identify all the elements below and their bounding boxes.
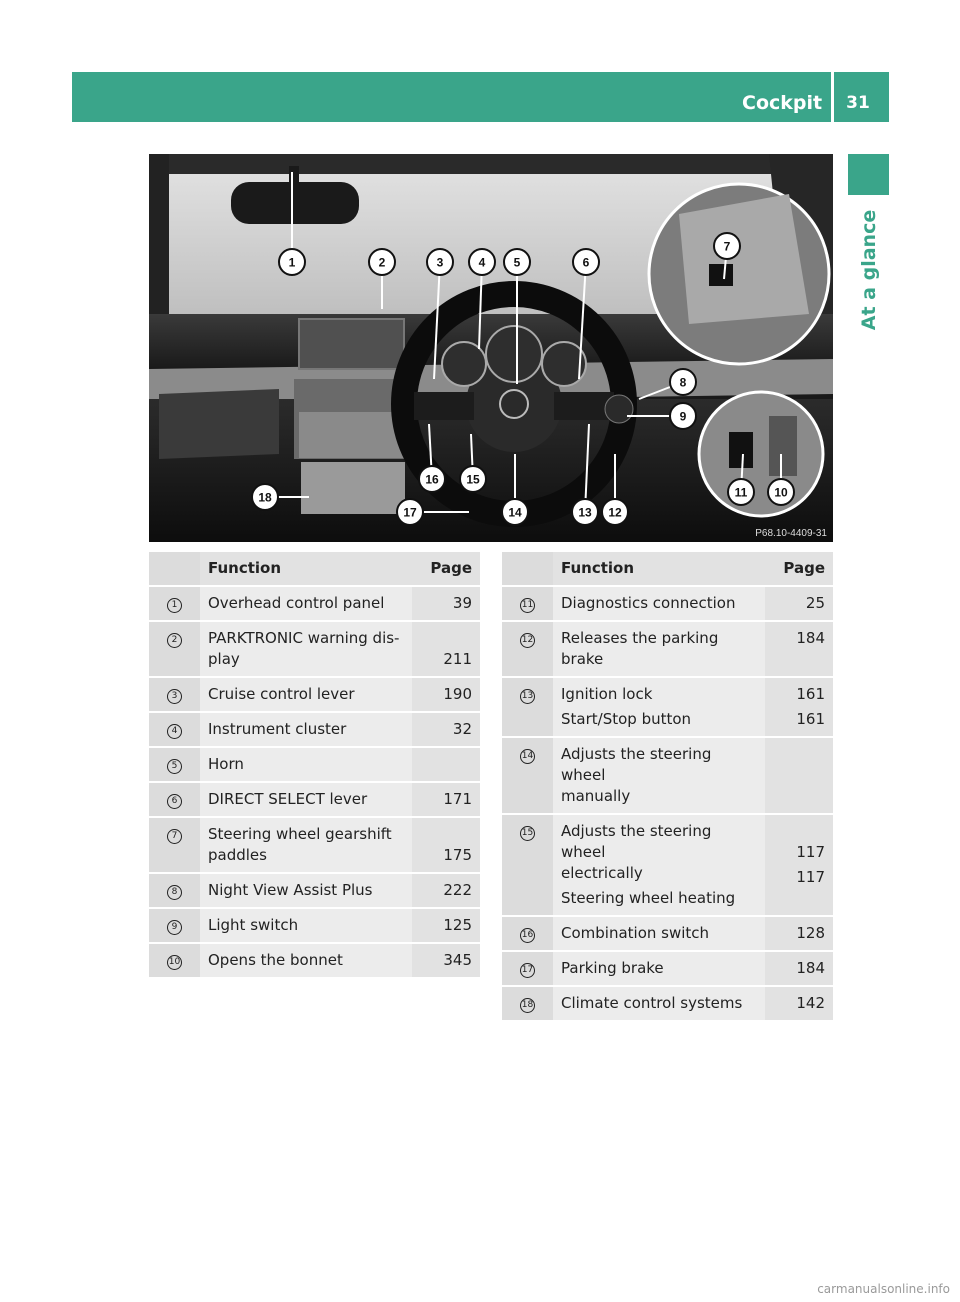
mirror-mount bbox=[289, 166, 299, 184]
item-number-badge: 17 bbox=[520, 963, 535, 978]
callout-number: 1 bbox=[288, 255, 296, 270]
item-number bbox=[149, 748, 200, 783]
item-number bbox=[149, 678, 200, 713]
callout-number: 12 bbox=[608, 505, 622, 520]
section-tab bbox=[851, 202, 887, 337]
item-number-badge: 1 bbox=[167, 598, 182, 613]
function-text: Diagnostics connection bbox=[561, 594, 736, 612]
function-text: Horn bbox=[208, 755, 244, 773]
page-cell bbox=[412, 587, 480, 622]
function-text: Combination switch bbox=[561, 924, 710, 942]
function-text: Instrument cluster bbox=[208, 720, 347, 738]
page-reference: 175 bbox=[443, 846, 472, 864]
page-reference: 345 bbox=[443, 951, 472, 969]
page-cell bbox=[412, 713, 480, 748]
bonnet-lever bbox=[769, 416, 797, 476]
function-cell bbox=[200, 587, 412, 622]
callout-number: 11 bbox=[734, 485, 748, 500]
page-reference: 184 bbox=[796, 629, 825, 647]
function-text: Cruise control lever bbox=[208, 685, 355, 703]
function-cell bbox=[200, 874, 412, 909]
page-cell bbox=[765, 678, 833, 738]
table-row bbox=[502, 917, 833, 952]
page-number: 31 bbox=[846, 93, 870, 113]
page-reference: 39 bbox=[452, 594, 472, 612]
page-cell bbox=[412, 622, 480, 678]
table-row bbox=[149, 678, 480, 713]
function-cell bbox=[200, 748, 412, 783]
page-reference: 211 bbox=[443, 650, 472, 668]
table-row bbox=[149, 622, 480, 678]
item-number bbox=[149, 874, 200, 909]
page-cell bbox=[765, 952, 833, 987]
roof-liner bbox=[149, 154, 833, 174]
page-cell bbox=[412, 909, 480, 944]
table-row bbox=[149, 783, 480, 818]
page-reference: 161 bbox=[796, 710, 825, 728]
function-text: play bbox=[208, 650, 240, 668]
page-reference bbox=[773, 744, 825, 765]
item-number-badge: 4 bbox=[167, 724, 182, 739]
col-page-header: Page bbox=[412, 552, 480, 587]
item-number bbox=[502, 952, 553, 987]
page-reference bbox=[420, 754, 472, 775]
wheel-spoke-left bbox=[414, 392, 474, 420]
item-number bbox=[502, 987, 553, 1022]
item-number bbox=[502, 815, 553, 917]
function-text: PARKTRONIC warning dis- bbox=[208, 629, 400, 647]
callout-number: 18 bbox=[258, 490, 272, 505]
item-number-badge: 8 bbox=[167, 885, 182, 900]
col-page-header: Page bbox=[765, 552, 833, 587]
page-reference bbox=[773, 765, 825, 786]
table-row bbox=[149, 713, 480, 748]
item-number bbox=[502, 587, 553, 622]
function-text: Light switch bbox=[208, 916, 299, 934]
function-text: Adjusts the steering wheel bbox=[561, 745, 712, 784]
table-row bbox=[149, 587, 480, 622]
function-text: Overhead control panel bbox=[208, 594, 385, 612]
callout-number: 4 bbox=[478, 255, 486, 270]
function-text: Steering wheel heating bbox=[561, 889, 736, 907]
page-reference: 25 bbox=[805, 594, 825, 612]
page-title: Cockpit bbox=[742, 92, 823, 114]
item-number-badge: 9 bbox=[167, 920, 182, 935]
function-cell bbox=[553, 622, 765, 678]
item-number bbox=[149, 713, 200, 748]
comand-display bbox=[299, 319, 404, 369]
page-cell bbox=[765, 987, 833, 1022]
function-table-right bbox=[502, 552, 833, 1022]
table-row bbox=[502, 738, 833, 815]
function-cell bbox=[553, 917, 765, 952]
function-text: Releases the parking brake bbox=[561, 629, 719, 668]
function-cell bbox=[553, 738, 765, 815]
item-number bbox=[149, 587, 200, 622]
table-row bbox=[502, 952, 833, 987]
item-number-badge: 13 bbox=[520, 689, 535, 704]
function-text: Climate control systems bbox=[561, 994, 743, 1012]
page-cell bbox=[765, 587, 833, 622]
item-number-badge: 15 bbox=[520, 826, 535, 841]
function-text: Opens the bonnet bbox=[208, 951, 343, 969]
table-row bbox=[502, 815, 833, 917]
function-cell bbox=[553, 815, 765, 917]
function-table-left bbox=[149, 552, 480, 979]
page-reference: 171 bbox=[443, 790, 472, 808]
item-number bbox=[149, 909, 200, 944]
section-tab-label: At a glance bbox=[858, 209, 881, 330]
function-cell bbox=[553, 678, 765, 738]
table-row bbox=[502, 678, 833, 738]
page-cell bbox=[412, 944, 480, 979]
callout-number: 14 bbox=[508, 505, 522, 520]
audio-unit bbox=[299, 412, 407, 458]
callout-number: 8 bbox=[679, 375, 687, 390]
function-cell bbox=[200, 678, 412, 713]
item-number-badge: 11 bbox=[520, 598, 535, 613]
page-cell bbox=[765, 622, 833, 678]
item-number bbox=[149, 944, 200, 979]
footer-watermark: carmanualsonline.info bbox=[817, 1282, 950, 1296]
cockpit-illustration bbox=[149, 154, 833, 542]
function-text: Start/Stop button bbox=[561, 710, 692, 728]
function-text: DIRECT SELECT lever bbox=[208, 790, 368, 808]
page-reference: 184 bbox=[796, 959, 825, 977]
item-number bbox=[502, 622, 553, 678]
callout-number: 3 bbox=[436, 255, 444, 270]
item-number bbox=[502, 738, 553, 815]
table-row bbox=[149, 748, 480, 783]
function-cell bbox=[200, 783, 412, 818]
dial-centre bbox=[486, 326, 542, 382]
item-number-badge: 14 bbox=[520, 749, 535, 764]
page-reference: 128 bbox=[796, 924, 825, 942]
page-reference: 117 bbox=[796, 843, 825, 861]
item-number-badge: 18 bbox=[520, 998, 535, 1013]
table-row bbox=[502, 987, 833, 1022]
callout-number: 2 bbox=[378, 255, 386, 270]
page-cell bbox=[412, 874, 480, 909]
col-number-header bbox=[149, 552, 200, 587]
page-cell bbox=[412, 748, 480, 783]
page-cell bbox=[765, 738, 833, 815]
table-row bbox=[502, 622, 833, 678]
col-number-header bbox=[502, 552, 553, 587]
page-reference: 222 bbox=[443, 881, 472, 899]
page-reference: 161 bbox=[796, 685, 825, 703]
function-cell bbox=[553, 987, 765, 1022]
function-cell bbox=[200, 818, 412, 874]
diagnostics-port bbox=[729, 432, 753, 468]
page-reference bbox=[420, 628, 472, 649]
page-cell bbox=[412, 783, 480, 818]
function-text: paddles bbox=[208, 846, 267, 864]
callout-number: 16 bbox=[425, 472, 439, 487]
item-number-badge: 3 bbox=[167, 689, 182, 704]
inset-bonnet-release bbox=[699, 392, 823, 516]
callout-number: 15 bbox=[466, 472, 480, 487]
item-number bbox=[149, 622, 200, 678]
cockpit-figure bbox=[149, 154, 833, 542]
function-text: Adjusts the steering wheel bbox=[561, 822, 712, 861]
table-row bbox=[149, 874, 480, 909]
table-row bbox=[149, 909, 480, 944]
page-cell bbox=[412, 678, 480, 713]
function-cell bbox=[200, 713, 412, 748]
item-number-badge: 10 bbox=[167, 955, 182, 970]
function-text: Parking brake bbox=[561, 959, 664, 977]
function-text: electrically bbox=[561, 864, 643, 882]
page-reference bbox=[773, 821, 825, 842]
callout-number: 13 bbox=[578, 505, 592, 520]
figure-code: P68.10-4409-31 bbox=[755, 528, 827, 539]
item-number-badge: 12 bbox=[520, 633, 535, 648]
function-cell bbox=[200, 909, 412, 944]
page-reference: 142 bbox=[796, 994, 825, 1012]
page-reference: 32 bbox=[452, 720, 472, 738]
col-function-header: Function bbox=[200, 552, 412, 587]
glovebox bbox=[159, 389, 279, 459]
page-reference: 190 bbox=[443, 685, 472, 703]
function-text: manually bbox=[561, 787, 631, 805]
item-number-badge: 7 bbox=[167, 829, 182, 844]
item-number bbox=[149, 783, 200, 818]
item-number-badge: 6 bbox=[167, 794, 182, 809]
climate-panel bbox=[301, 462, 405, 514]
section-marker bbox=[848, 154, 889, 195]
callout-number: 9 bbox=[679, 409, 687, 424]
rear-view-mirror bbox=[231, 182, 359, 224]
table-row bbox=[149, 944, 480, 979]
function-cell bbox=[200, 944, 412, 979]
paddle-plus bbox=[709, 264, 733, 286]
header-divider bbox=[831, 72, 834, 122]
page-cell bbox=[765, 917, 833, 952]
page-reference: 117 bbox=[796, 868, 825, 886]
page-cell bbox=[765, 815, 833, 917]
light-switch-knob bbox=[605, 395, 633, 423]
item-number-badge: 5 bbox=[167, 759, 182, 774]
item-number bbox=[502, 917, 553, 952]
callout-number: 6 bbox=[582, 255, 590, 270]
function-cell bbox=[200, 622, 412, 678]
callout-number: 5 bbox=[513, 255, 521, 270]
function-text: Steering wheel gearshift bbox=[208, 825, 392, 843]
item-number-badge: 16 bbox=[520, 928, 535, 943]
callout-number: 10 bbox=[774, 485, 788, 500]
callout-number: 7 bbox=[723, 239, 731, 254]
page-reference bbox=[420, 824, 472, 845]
callout-number: 17 bbox=[403, 505, 417, 520]
page-cell bbox=[412, 818, 480, 874]
table-row bbox=[502, 587, 833, 622]
function-text: Night View Assist Plus bbox=[208, 881, 373, 899]
function-cell bbox=[553, 952, 765, 987]
page-reference: 125 bbox=[443, 916, 472, 934]
function-cell bbox=[553, 587, 765, 622]
paddle-shape bbox=[679, 194, 809, 324]
col-function-header: Function bbox=[553, 552, 765, 587]
item-number bbox=[502, 678, 553, 738]
table-row bbox=[149, 818, 480, 874]
item-number bbox=[149, 818, 200, 874]
item-number-badge: 2 bbox=[167, 633, 182, 648]
function-text: Ignition lock bbox=[561, 685, 653, 703]
